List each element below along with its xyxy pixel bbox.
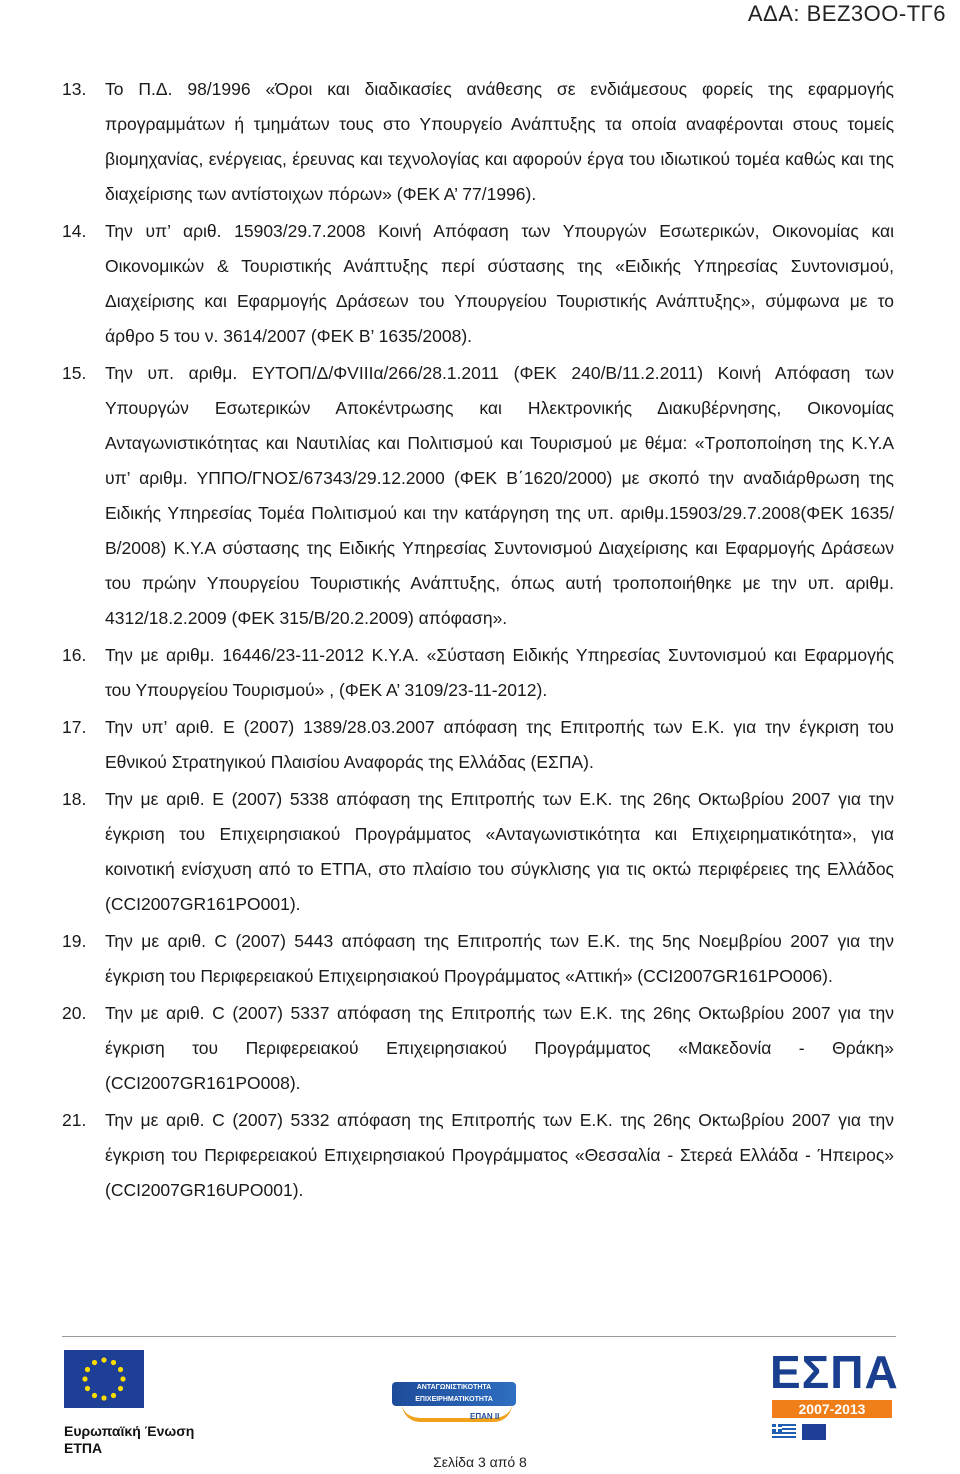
list-item <box>62 638 894 708</box>
eu-name: Ευρωπαϊκή Ένωση <box>64 1423 195 1439</box>
list-item <box>62 710 894 780</box>
item-text: Την υπ’ αριθ. 15903/29.7.2008 Κοινή Απόφαση των Υπουργών Εσωτερικών, Οικονομίας και Οικονομικών & Τουριστικής Ανάπτυξης περί σύστασης της «Ειδικής Υπηρεσίας Συντονισμού, Διαχείρισης και Εφαρμογής Δράσεων του Υπουργείου Τουριστικής Ανάπτυξης», σύμφωνα με το άρθρο 5 του ν. 3614/2007 (ΦΕΚ Β’ 1635/2008). <box>105 221 894 346</box>
list-item <box>62 214 894 354</box>
footer-divider <box>62 1336 896 1337</box>
page-number: Σελίδα 3 από 8 <box>433 1454 527 1470</box>
item-number: 16. <box>62 645 87 665</box>
greek-flag-cross <box>772 1427 782 1429</box>
ada-code: ΑΔΑ: ΒΕΖ3ΟΟ-ΤΓ6 <box>747 1 946 26</box>
espa-period: 2007-2013 <box>772 1400 892 1418</box>
item-number: 14. <box>62 221 87 241</box>
item-number: 20. <box>62 1003 87 1023</box>
espa-wordmark: ΕΣΠΑ <box>770 1346 899 1398</box>
list-item <box>62 356 894 636</box>
list-item <box>62 1103 894 1208</box>
item-number: 17. <box>62 717 87 737</box>
list-item <box>62 924 894 994</box>
item-text: Το Π.Δ. 98/1996 «Όροι και διαδικασίες ανάθεσης σε ενδιάμεσους φορείς της εφαρμογής προγραμμάτων ή τμημάτων τους στο Υπουργείο Ανάπτυξης τα οποία αναφέρονται στους τομείς βιομηχανίας, ενέργειας, έρευνας και τεχνολογίας και αφορούν έργα του ιδιωτικού τομέα καθώς και της διαχείρισης των αντίστοιχων πόρων» (ΦΕΚ Α’ 77/1996). <box>105 79 894 204</box>
list-item <box>62 996 894 1101</box>
item-number: 19. <box>62 931 87 951</box>
item-text: Την με αριθμ. 16446/23-11-2012 Κ.Υ.Α. «Σύσταση Ειδικής Υπηρεσίας Συντονισμού και Εφαρμογής του Υπουργείου Τουρισμού» , (ΦΕΚ Α’ 3109/23-11-2012). <box>105 645 894 700</box>
list-item <box>62 782 894 922</box>
list-item <box>62 72 894 212</box>
item-text: Την με αριθ. C (2007) 5337 απόφαση της Επιτροπής των Ε.Κ. της 26ης Οκτωβρίου 2007 για την έγκριση του Περιφερειακού Επιχειρησιακού Προγράμματος «Μακεδονία - Θράκη» (CCI2007GR161PO008). <box>105 1003 894 1093</box>
item-text: Την με αριθ. C (2007) 5332 απόφαση της Επιτροπής των Ε.Κ. της 26ης Οκτωβρίου 2007 για την έγκριση του Περιφερειακού Επιχειρησιακού Προγράμματος «Θεσσαλία - Στερεά Ελλάδα - Ήπειρος» (CCI2007GR16UPO001). <box>105 1110 894 1200</box>
fund-name: ΕΤΠΑ <box>64 1440 103 1456</box>
epan-label: ΕΠΑΝ ΙΙ <box>470 1412 500 1421</box>
item-number: 18. <box>62 789 87 809</box>
item-text: Την υπ’ αριθ. Ε (2007) 1389/28.03.2007 απόφαση της Επιτροπής των Ε.Κ. για την έγκριση του Εθνικού Στρατηγικού Πλαισίου Αναφοράς της Ελλάδας (ΕΣΠΑ). <box>105 717 894 772</box>
eu-mini-flag-icon <box>802 1424 826 1440</box>
eu-label <box>64 1423 194 1457</box>
item-text: Την με αριθ. Ε (2007) 5338 απόφαση της Επιτροπής των Ε.Κ. της 26ης Οκτωβρίου 2007 για την έγκριση του Επιχειρησιακού Προγράμματος «Ανταγωνιστικότητα και Επιχειρηματικότητα», για κοινοτική ενίσχυση από το ΕΤΠΑ, στο πλαίσιο του σύγκλισης για τις οκτώ περιφέρειες της Ελλάδος (CCI2007GR161PO001). <box>105 789 894 914</box>
eu-flag-icon <box>64 1350 144 1408</box>
item-text: Την υπ. αριθμ. ΕΥΤΟΠ/Δ/ΦVIIIα/266/28.1.2011 (ΦΕΚ 240/Β/11.2.2011) Κοινή Απόφαση των Υπουργών Εσωτερικών Αποκέντρωσης και Ηλεκτρονικής Διακυβέρνησης, Οικονομίας Ανταγωνιστικότητας και Ναυτιλίας και Πολιτισμού και Τουρισμού με θέμα: «Τροποποίηση της Κ.Υ.Α υπ’ αριθμ. ΥΠΠΟ/ΓΝΟΣ/67343/29.12.2000 (ΦΕΚ Β΄1620/2000) με σκοπό την αναδιάρθρωση της Ειδικής Υπηρεσίας Τομέα Πολιτισμού και την κατάργηση της υπ. αριθμ.15903/29.7.2008(ΦΕΚ 1635/Β/2008) Κ.Υ.Α σύστασης της Ειδικής Υπηρεσίας Συντονισμού Διαχείρισης και Εφαρμογής Δράσεων του πρώην Υπουργείου Τουριστικής Ανάπτυξης, όπως αυτή τροποποιήθηκε με την υπ. αριθμ. 4312/18.2.2009 (ΦΕΚ 315/Β/20.2.2009) απόφαση». <box>105 363 894 628</box>
competitiveness-banner: ΑΝΤΑΓΩΝΙΣΤΙΚΟΤΗΤΑ ΕΠΙΧΕΙΡΗΜΑΤΙΚΟΤΗΤΑ <box>392 1382 516 1406</box>
item-number: 21. <box>62 1110 87 1130</box>
document-body <box>62 72 894 1208</box>
espa-logo <box>768 1346 899 1442</box>
item-number: 13. <box>62 79 87 99</box>
item-number: 15. <box>62 363 87 383</box>
competitiveness-logo <box>392 1382 522 1436</box>
item-text: Την με αριθ. C (2007) 5443 απόφαση της Επιτροπής των Ε.Κ. της 5ης Νοεμβρίου 2007 για την έγκριση του Περιφερειακού Επιχειρησιακού Προγράμματος «Αττική» (CCI2007GR161PO006). <box>105 931 894 986</box>
